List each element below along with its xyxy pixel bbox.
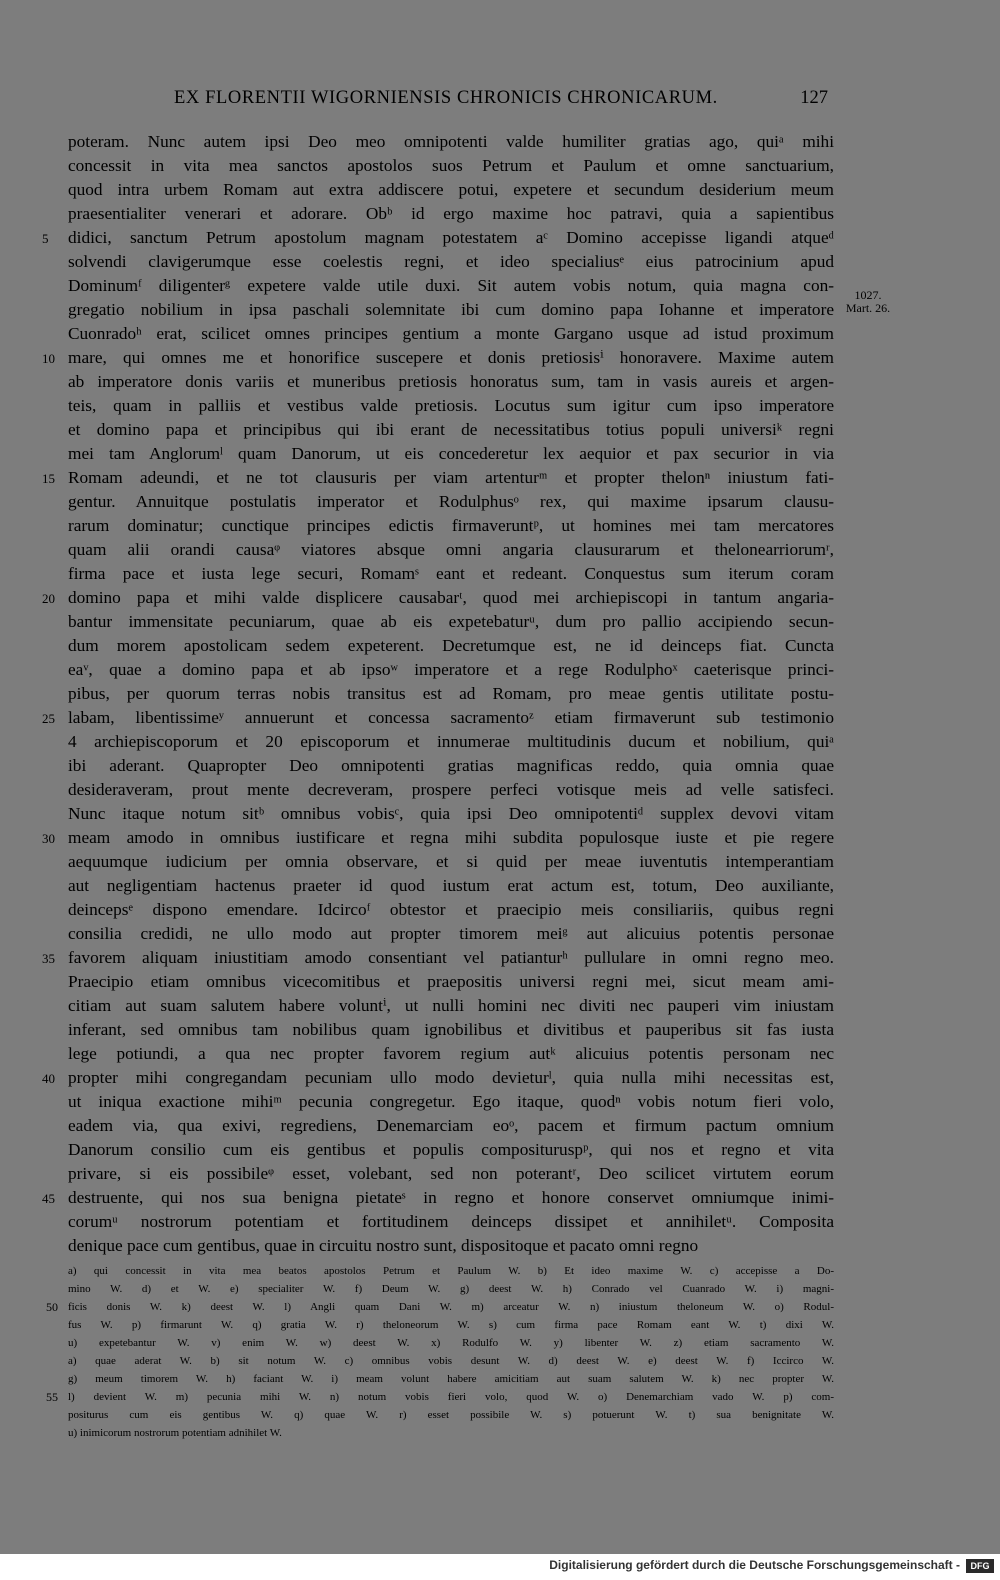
text-line: Romam adeundi, et ne tot clausuris per viam artenturᵐ et propter thelonⁿ iniustum fati-	[68, 468, 834, 487]
running-header	[66, 88, 830, 114]
text-line: Danorum consilio cum eis gentibus et populis composituruspᵖ, qui nos et regno et vita	[68, 1140, 834, 1159]
text-line: Cuonradoʰ erat, scilicet omnes principes gentium a monte Gargano usque ad istud proximum	[68, 324, 834, 343]
page-number: 127	[800, 88, 828, 108]
text-line: citiam aut suam salutem habere voluntⁱ, ut nulli homini nec diviti nec pauperi vim iniustam	[68, 996, 834, 1015]
text-line: concessit in vita mea sanctos apostolos suos Petrum et Paulum et omne sanctuarium,	[68, 156, 834, 175]
footnote-line: mino W. d) et W. e) specialiter W. f) Deum W. g) deest W. h) Conrado vel Cuanrado W. i) magni-	[68, 1283, 834, 1295]
text-line: rarum dominatur; cunctique principes edictis firmaveruntᵖ, ut homines mei tam mercatores	[68, 516, 834, 535]
text-line: consilia credidi, ne ullo modo aut propter timorem meiᵍ aut alicuius potentis personae	[68, 924, 834, 943]
text-line: didici, sanctum Petrum apostolum magnam potestatem aᶜ Domino accepisse ligandi atqueᵈ	[68, 228, 834, 247]
line-number: 30	[42, 831, 55, 846]
text-line: aequumque iudicium per omnia observare, et si quid per meae iuventutis intemperantiam	[68, 852, 834, 871]
text-line: desideraveram, prout mente decreveram, prospere perfeci votisque meis ad velle satisfeci.	[68, 780, 834, 799]
text-line: teis, quam in palliis et vestibus valde pretiosis. Locutus sum igitur cum ipso imperatore	[68, 396, 834, 415]
text-line: deincepsᵉ dispono emendare. Idcircoᶠ obtestor et praecipio meis consiliariis, quibus regni	[68, 900, 834, 919]
text-line: ut iniqua exactione mihiᵐ pecunia congregetur. Ego itaque, quodⁿ vobis notum fieri volo,	[68, 1092, 834, 1111]
text-line: Dominumᶠ diligenterᵍ expetere valde utile duxi. Sit autem vobis notum, quia magna con-	[68, 276, 834, 295]
text-line: poteram. Nunc autem ipsi Deo meo omnipotenti valde humiliter gratias ago, quiᵃ mihi	[68, 132, 834, 151]
digitization-credit-bar	[0, 1554, 1000, 1580]
running-title: EX FLORENTII WIGORNIENSIS CHRONICIS CHRONICARUM.	[174, 88, 718, 108]
text-line: favorem aliquam iniustitiam amodo consentiant vel patianturʰ pullulare in omni regno meo.	[68, 948, 834, 967]
text-line: Praecipio etiam omnibus vicecomitibus et praepositis universi regni mei, sicut meam ami-	[68, 972, 834, 991]
text-line: inferant, sed omnibus tam nobilibus quam ignobilibus et divitibus et pauperibus sit fas iusta	[68, 1020, 834, 1039]
text-line: aut negligentiam hactenus praeter id quod iustum erat actum est, totum, Deo auxiliante,	[68, 876, 834, 895]
text-line: domino papa et mihi valde displicere causabarᵗ, quod mei archiepiscopi in tantum angaria-	[68, 588, 834, 607]
line-number: 45	[42, 1191, 55, 1206]
text-line: dum morem apostolicam sedem expeterent. Decretumque est, ne id deinceps fiat. Cuncta	[68, 636, 834, 655]
text-line: corumᵘ nostrorum potentiam et fortitudinem deinceps dissipet et annihiletᵘ. Composita	[68, 1212, 834, 1231]
footnote-line: l) devient W. m) pecunia mihi W. n) notum vobis fieri volo, quod W. o) Denemarchiam vado W. p) com-	[68, 1391, 834, 1403]
line-number: 35	[42, 951, 55, 966]
line-number: 20	[42, 591, 55, 606]
text-line: et domino papa et principibus qui ibi erant de necessitatibus totius populi universiᵏ regni	[68, 420, 834, 439]
text-line: denique pace cum gentibus, quae in circuitu nostro sunt, dispositoque et pacato omni regno	[68, 1236, 699, 1255]
text-line: ibi aderant. Quapropter Deo omnipotenti gratias magnificas reddo, quia omnia quae	[68, 756, 834, 775]
text-line: propter mihi congregandam pecuniam ullo modo devieturˡ, quia nulla mihi necessitas est,	[68, 1068, 834, 1087]
text-line: Nunc itaque notum sitᵇ omnibus vobisᶜ, quia ipsi Deo omnipotentiᵈ supplex devovi vitam	[68, 804, 834, 823]
text-line: destruente, qui nos sua benigna pietateˢ in regno et honore conservet omniumque inimi-	[68, 1188, 834, 1207]
text-line: quod intra urbem Romam aut extra addiscere potui, expetere et secundum desiderium meum	[68, 180, 834, 199]
text-line: pibus, per quorum terras nobis transitus est ad Romam, pro meae gentis utilitate postu-	[68, 684, 834, 703]
footnote-line: u) expetebantur W. v) enim W. w) deest W. x) Rodulfo W. y) libenter W. z) etiam sacramento W.	[68, 1337, 834, 1349]
text-line: eaᵛ, quae a domino papa et ab ipsoʷ imperatore et a rege Rodulphoˣ caeterisque princi-	[68, 660, 834, 679]
text-line: bantur immensitate pecuniarum, quae ab eis expetebaturᵘ, dum pro pallio accipiendo secun-	[68, 612, 834, 631]
line-number: 25	[42, 711, 55, 726]
text-line: quam alii orandi causaᵠ viatores absque omni angaria clausurarum et thelonearriorumʳ,	[68, 540, 834, 559]
text-line: firma pace et iusta lege securi, Romamˢ eant et redeant. Conquestus sum iterum coram	[68, 564, 834, 583]
text-line: labam, libentissimeʸ annuerunt et concessa sacramentoᶻ etiam firmaverunt sub testimonio	[68, 708, 834, 727]
text-line: privare, si eis possibileᵠ esset, volebant, sed non poterantʳ, Deo scilicet virtutem eorum	[68, 1164, 834, 1183]
dfg-logo: DFG	[966, 1559, 994, 1573]
footnote-line: g) meum timorem W. h) faciant W. i) meam volunt habere amicitiam aut suam salutem W. k) nec propter W.	[68, 1373, 834, 1385]
footnote-line: positurus cum eis gentibus W. q) quae W. r) esset possibile W. s) potuerunt W. t) sua benignitate W.	[68, 1409, 834, 1421]
text-line: ab imperatore donis variis et muneribus pretiosis honoratus sum, tam in vasis aureis et argen-	[68, 372, 834, 391]
text-line: solvendi clavigerumque esse coelestis regni, et ideo specialiusᵉ eius patrocinium apud	[68, 252, 834, 271]
margin-year: 1027.	[854, 288, 882, 302]
line-number: 5	[42, 231, 49, 246]
line-number: 40	[42, 1071, 55, 1086]
text-line: mei tam Anglorumˡ quam Danorum, ut eis concederetur lex aequior et pax securior in via	[68, 444, 834, 463]
footnote-line-number: 50	[46, 1300, 58, 1314]
footnote-line-number: 55	[46, 1390, 58, 1404]
footnote-line: a) qui concessit in vita mea beatos apostolos Petrum et Paulum W. b) Et ideo maxime W. c) accepisse a Do-	[68, 1265, 834, 1277]
text-line: gentur. Annuitque postulatis imperator et Rodulphusᵒ rex, qui maxime ipsarum clausu-	[68, 492, 834, 511]
credit-text: Digitalisierung gefördert durch die Deutsche Forschungsgemeinschaft -	[549, 1558, 960, 1572]
footnote-line: fus W. p) firmarunt W. q) gratia W. r) theloneorum W. s) cum firma pace Romam eant W. t) dixi W.	[68, 1319, 834, 1331]
line-number: 10	[42, 351, 55, 366]
footnote-line: a) quae aderat W. b) sit notum W. c) omnibus vobis desunt W. d) deest W. e) deest W. f) Iccirco W.	[68, 1355, 834, 1367]
text-line: meam amodo in omnibus iustificare et regna mihi subdita populosque iuste et pie regere	[68, 828, 834, 847]
footnote-line: ficis donis W. k) deest W. l) Angli quam Dani W. m) arceatur W. n) iniustum theloneum W. o) Rodul-	[68, 1301, 834, 1313]
text-line: gregatio nobilium in ipsa paschali solemnitate ibi cum domino papa Iohanne et imperatore	[68, 300, 834, 319]
margin-day: Mart. 26.	[845, 301, 891, 315]
footnote-line: u) inimicorum nostrorum potentiam adnihilet W.	[68, 1427, 282, 1439]
margin-date-note	[838, 289, 898, 315]
text-line: 4 archiepiscoporum et 20 episcoporum et innumerae multitudinis ducum et nobilium, quiᵃ	[68, 732, 834, 751]
text-line: mare, qui omnes me et honorifice suscepere et donis pretiosisⁱ honoravere. Maxime autem	[68, 348, 834, 367]
text-line: eadem via, qua exivi, regrediens, Denemarciam eoᵒ, pacem et firmum pactum omnium	[68, 1116, 834, 1135]
line-number: 15	[42, 471, 55, 486]
text-line: praesentialiter venerari et adorare. Obᵇ id ergo maxime hoc patravi, quia a sapientibus	[68, 204, 834, 223]
text-line: lege potiundi, a qua nec propter favorem regium autᵏ alicuius potentis personam nec	[68, 1044, 834, 1063]
